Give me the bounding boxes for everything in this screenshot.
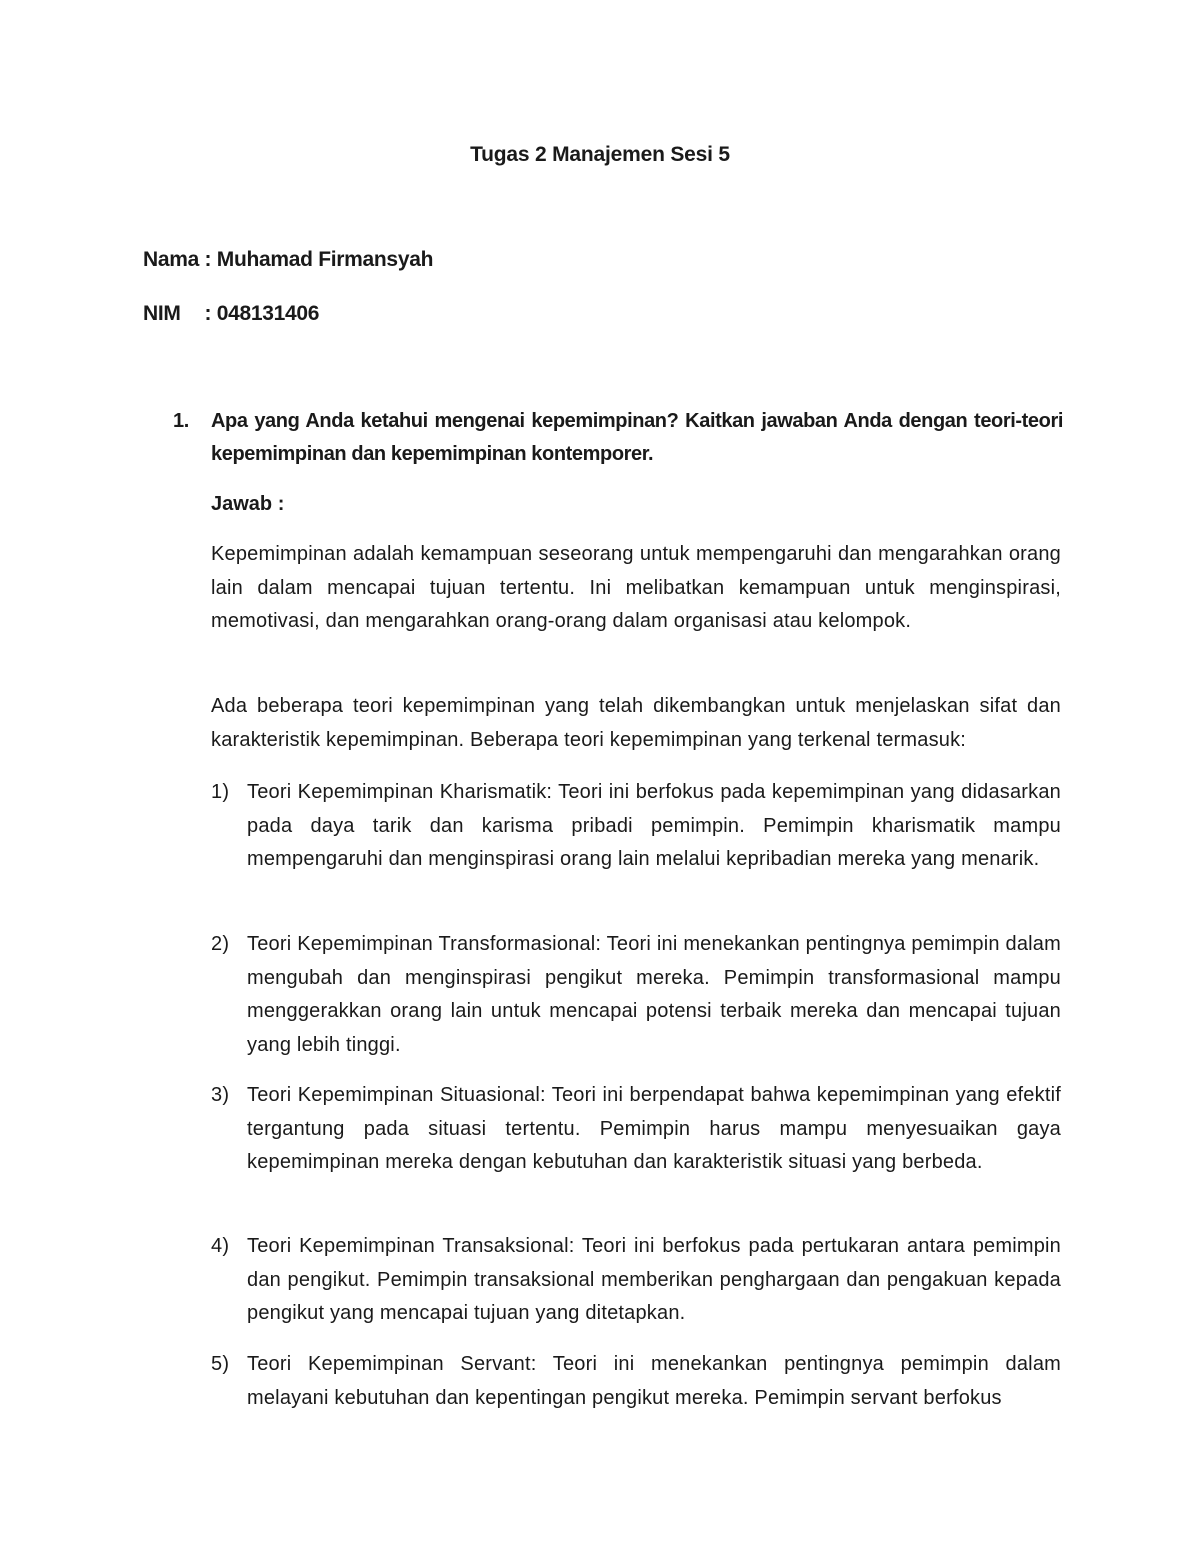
- list-item-number: 3): [211, 1084, 230, 1106]
- list-item-number: 1): [211, 781, 230, 803]
- name-label: Nama :: [143, 248, 212, 271]
- nim-row: [143, 302, 319, 326]
- answer-label: Jawab :: [211, 493, 285, 515]
- nim-label: NIM: [143, 302, 181, 325]
- list-item-number: 5): [211, 1353, 230, 1375]
- list-item-number: 4): [211, 1235, 230, 1257]
- list-item: [211, 1348, 1061, 1415]
- question-number: 1.: [173, 410, 189, 432]
- answer-paragraph-1: Kepemimpinan adalah kemampuan seseorang untuk mempengaruhi dan mengarahkan orang lain dalam mencapai tujuan tertentu. Ini melibatkan kemampuan untuk menginspirasi, memotivasi, dan mengarahkan orang-orang dalam organisasi atau kelompok.: [211, 543, 1061, 632]
- question-text: Apa yang Anda ketahui mengenai kepemimpinan? Kaitkan jawaban Anda dengan teori-teori kepemimpinan dan kepemimpinan kontemporer.: [211, 410, 1063, 465]
- list-item: [211, 1079, 1061, 1180]
- nim-value: : 048131406: [204, 302, 320, 325]
- name-value: Muhamad Firmansyah: [216, 248, 434, 271]
- answer-paragraph-2: Ada beberapa teori kepemimpinan yang telah dikembangkan untuk menjelaskan sifat dan karakteristik kepemimpinan. Beberapa teori kepemimpinan yang terkenal termasuk:: [211, 695, 1061, 751]
- document-title: Tugas 2 Manajemen Sesi 5: [470, 143, 730, 166]
- list-item: [211, 1230, 1061, 1331]
- name-row: [143, 248, 433, 272]
- list-item-text: Teori Kepemimpinan Transformasional: Teori ini menekankan pentingnya pemimpin dalam mengubah dan menginspirasi pengikut mereka. Pemimpin transformasional mampu menggerakkan orang lain untuk mencapai potensi terbaik mereka dan mencapai tujuan yang lebih tinggi.: [247, 933, 1061, 1056]
- question-1: [173, 405, 1063, 471]
- list-item: [211, 928, 1061, 1062]
- list-item-number: 2): [211, 933, 230, 955]
- list-item-text: Teori Kepemimpinan Transaksional: Teori ini berfokus pada pertukaran antara pemimpin dan pengikut. Pemimpin transaksional memberikan penghargaan dan pengakuan kepada pengikut yang mencapai tujuan yang ditetapkan.: [247, 1235, 1061, 1324]
- list-item-text: Teori Kepemimpinan Kharismatik: Teori ini berfokus pada kepemimpinan yang didasarkan pada daya tarik dan karisma pribadi pemimpin. Pemimpin kharismatik mampu mempengaruhi dan menginspirasi orang lain melalui kepribadian mereka yang menarik.: [247, 781, 1061, 870]
- list-item-text: Teori Kepemimpinan Situasional: Teori ini berpendapat bahwa kepemimpinan yang efektif tergantung pada situasi tertentu. Pemimpin harus mampu menyesuaikan gaya kepemimpinan mereka dengan kebutuhan dan karakteristik situasi yang berbeda.: [247, 1084, 1061, 1173]
- list-item-text: Teori Kepemimpinan Servant: Teori ini menekankan pentingnya pemimpin dalam melayani kebutuhan dan kepentingan pengikut mereka. Pemimpin servant berfokus: [247, 1353, 1061, 1409]
- list-item: [211, 776, 1061, 877]
